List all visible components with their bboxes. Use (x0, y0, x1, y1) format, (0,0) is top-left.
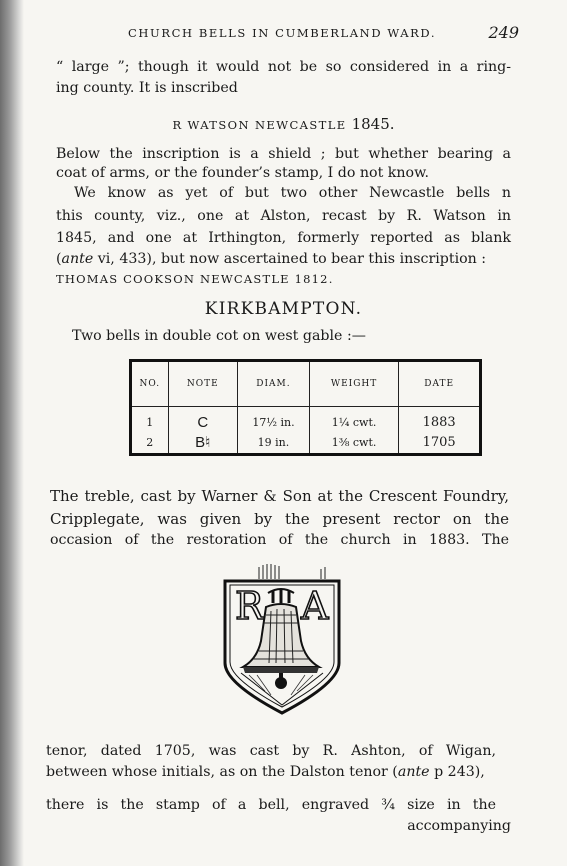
header-weight: WEIGHT (309, 361, 398, 407)
bells-table (129, 359, 482, 456)
paragraph-5-line-2 (46, 763, 498, 781)
cell-note: B♮ (168, 431, 238, 455)
paragraph-5-line-2-b: p 243), (429, 764, 485, 780)
inscription-text: R WATSON NEWCASTLE (172, 118, 347, 132)
header-diam: DIAM. (238, 361, 310, 407)
stamp-initial-left: R (235, 584, 264, 628)
table-row (131, 407, 481, 432)
cell-diam: 19 in. (238, 431, 310, 455)
cell-diam: 17½ in. (238, 407, 310, 432)
table-header-row (131, 361, 481, 407)
paragraph-3-line-4-open: ( (56, 251, 62, 267)
cell-weight: 1⅜ cwt. (309, 431, 398, 455)
section-intro: Two bells in double cot on west gable :— (72, 328, 366, 344)
header-note: NOTE (168, 361, 238, 407)
paragraph-3-line-4 (56, 250, 511, 268)
paragraph-2-line-1: Below the inscription is a shield ; but whether bearing a (56, 146, 511, 162)
page-number: 249 (488, 23, 519, 42)
inscription-cookson: THOMAS COOKSON NEWCASTLE 1812. (56, 272, 334, 286)
paragraph-5-line-2-a: between whose initials, as on the Dalston tenor ( (46, 764, 398, 780)
catchword: accompanying (407, 818, 511, 834)
paragraph-3-line-3: 1845, and one at Irthington, formerly reported as blank (56, 230, 511, 246)
paragraph-3-line-1: We know as yet of but two other Newcastle bells n (74, 185, 511, 201)
cell-weight: 1¼ cwt. (309, 407, 398, 432)
paragraph-5-line-3: there is the stamp of a bell, engraved ¾ size in the (46, 797, 496, 813)
cell-no: 2 (131, 431, 169, 455)
book-page (46, 0, 521, 866)
page-header (46, 23, 521, 46)
paragraph-1-line-1: “ large ”; though it would not be so considered in a ring- (56, 59, 511, 75)
paragraph-4-line-3: occasion of the restoration of the church in 1883. The (50, 532, 509, 548)
section-title: KIRKBAMPTON. (204, 299, 363, 319)
inscription-year: 1845. (351, 115, 395, 133)
cell-date: 1705 (399, 431, 481, 455)
table-row (131, 431, 481, 455)
stamp-initial-right: A (301, 584, 329, 628)
paragraph-4-line-2: Cripplegate, was given by the present rector on the (50, 510, 509, 528)
cell-note: C (168, 407, 238, 432)
cell-no: 1 (131, 407, 169, 432)
header-date: DATE (399, 361, 481, 407)
paragraph-5-line-1: tenor, dated 1705, was cast by R. Ashton, of Wigan, (46, 743, 496, 759)
book-binding-shadow (0, 0, 24, 866)
paragraph-1-line-2: ing county. It is inscribed (56, 80, 238, 96)
bell-stamp-engraving (221, 563, 346, 718)
ante-reference: ante (397, 764, 430, 780)
bell-stamp-drawing (221, 563, 346, 718)
header-no: NO. (131, 361, 169, 407)
paragraph-2-line-2: coat of arms, or the founder’s stamp, I do not know. (56, 165, 430, 181)
ante-reference: ante (61, 251, 94, 267)
paragraph-4-line-1: The treble, cast by Warner & Son at the Crescent Foundry, (50, 487, 509, 505)
cell-date: 1883 (399, 407, 481, 432)
paragraph-3-line-4-rest: vi, 433), but now ascertained to bear this inscription : (93, 251, 487, 267)
running-head: CHURCH BELLS IN CUMBERLAND WARD. (128, 26, 437, 40)
inscription-watson (46, 115, 521, 133)
paragraph-3-line-2: this county, viz., one at Alston, recast by R. Watson in (56, 208, 511, 224)
